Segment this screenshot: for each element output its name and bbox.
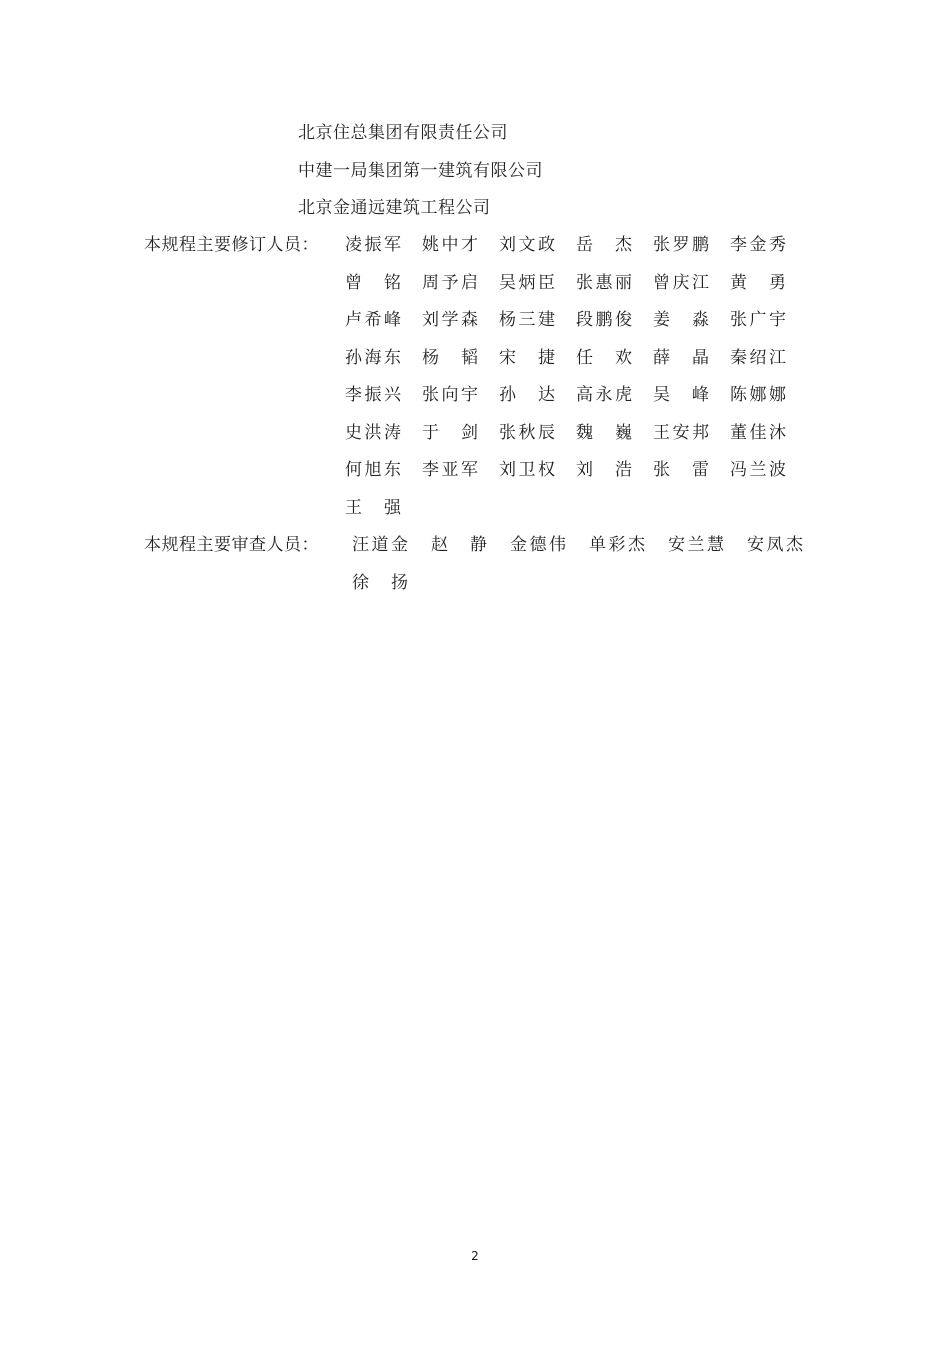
- person-name: 岳 杰: [576, 235, 632, 255]
- person-name: 何旭东: [345, 460, 401, 480]
- organization-item: 北京住总集团有限责任公司: [298, 123, 508, 143]
- person-name: 董佳沐: [730, 422, 786, 443]
- reviewers-label: 本规程主要审查人员：: [144, 535, 319, 555]
- person-name: 姜 淼: [653, 310, 709, 330]
- person-name: 段鹏俊: [576, 310, 632, 330]
- person-name: 张广宇: [730, 310, 786, 330]
- person-name: 张 雷: [653, 460, 709, 480]
- person-name: 张向宇: [422, 385, 478, 405]
- person-name: 安兰慧: [668, 535, 724, 555]
- person-name: 李亚军: [422, 460, 478, 480]
- person-name: 杨 韬: [422, 347, 478, 368]
- person-name: 刘文政: [499, 235, 555, 255]
- person-name: 冯兰波: [730, 460, 786, 480]
- person-name: 吴炳臣: [499, 272, 555, 293]
- page-number: 2: [471, 1249, 479, 1263]
- person-name: 薛 晶: [653, 347, 709, 368]
- organization-item: 中建一局集团第一建筑有限公司: [298, 160, 543, 181]
- person-name: 卢希峰: [345, 310, 401, 330]
- person-name: 史洪涛: [345, 422, 401, 443]
- person-name: 单彩杰: [589, 535, 645, 555]
- person-name: 凌振军: [345, 235, 401, 255]
- person-name: 汪道金: [352, 535, 408, 555]
- person-name: 杨三建: [499, 310, 555, 330]
- person-name: 高永虎: [576, 385, 632, 405]
- person-name: 孙 达: [499, 385, 555, 405]
- person-name: 张惠丽: [576, 272, 632, 293]
- revisers-label: 本规程主要修订人员：: [144, 235, 319, 255]
- person-name: 秦绍江: [730, 347, 786, 368]
- organization-item: 北京金通远建筑工程公司: [298, 198, 491, 218]
- person-name: 曾庆江: [653, 272, 709, 293]
- person-name: 任 欢: [576, 347, 632, 368]
- person-name: 黄 勇: [730, 272, 786, 293]
- person-name: 徐 扬: [352, 572, 408, 593]
- person-name: 王安邦: [653, 422, 709, 443]
- person-name: 金德伟: [510, 535, 566, 555]
- person-name: 王 强: [345, 497, 401, 518]
- person-name: 周予启: [422, 272, 478, 293]
- organization-list: [298, 118, 543, 231]
- person-name: 魏 巍: [576, 422, 632, 443]
- person-name: 刘卫权: [499, 460, 555, 480]
- person-name: 陈娜娜: [730, 385, 786, 405]
- person-name: 赵 静: [431, 535, 487, 555]
- person-name: 曾 铭: [345, 272, 401, 293]
- person-name: 李振兴: [345, 385, 401, 405]
- person-name: 刘 浩: [576, 460, 632, 480]
- person-name: 安凤杰: [747, 535, 803, 555]
- person-name: 张罗鹏: [653, 235, 709, 255]
- person-name: 于 剑: [422, 422, 478, 443]
- person-name: 孙海东: [345, 347, 401, 368]
- person-name: 张秋辰: [499, 422, 555, 443]
- person-name: 李金秀: [730, 235, 786, 255]
- person-name: 宋 捷: [499, 347, 555, 368]
- person-name: 刘学森: [422, 310, 478, 330]
- person-name: 吴 峰: [653, 385, 709, 405]
- person-name: 姚中才: [422, 235, 478, 255]
